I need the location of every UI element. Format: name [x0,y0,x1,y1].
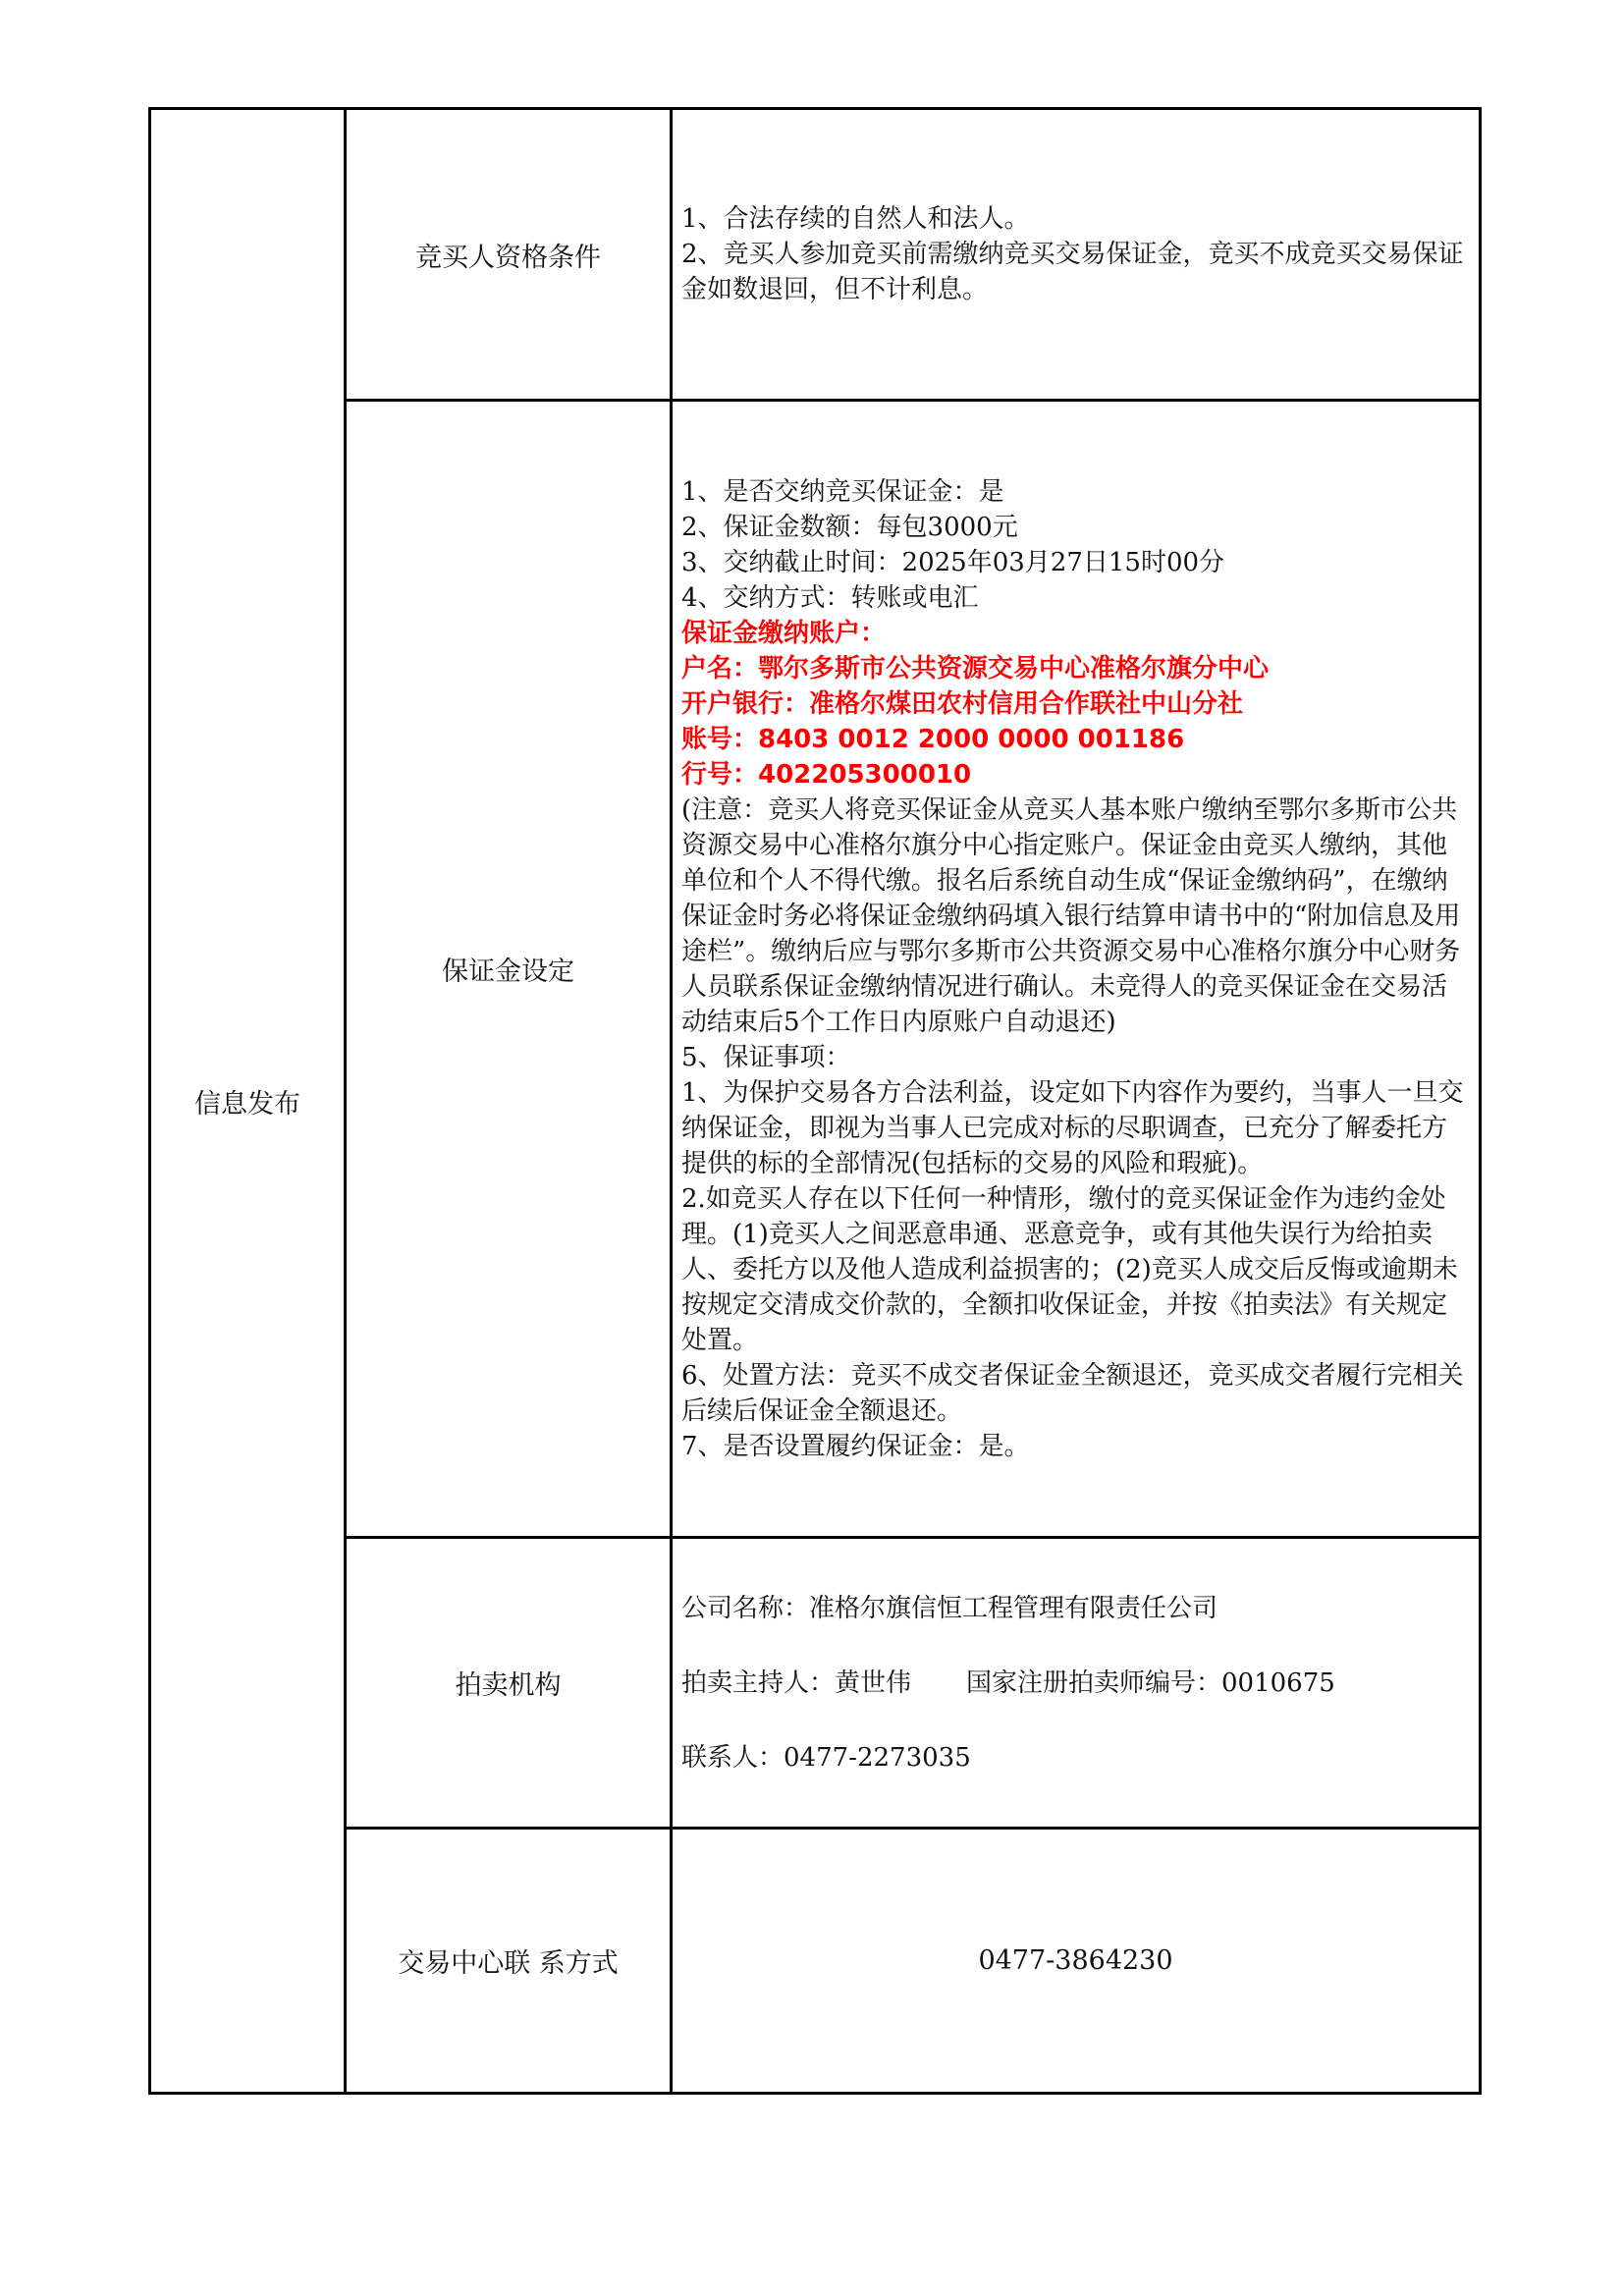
auctioneer-line [681,1666,1469,1701]
account-number: 账号：8403 0012 2000 0000 001186 [681,724,1185,754]
auction-host: 拍卖主持人：黄世伟 [681,1667,912,1698]
qualification-line: 2、竞买人参加竞买前需缴纳竞买交易保证金，竞买不成竞买交易保证金如数退回，但不计利息。 [681,240,1464,304]
deposit-line: 6、处置方法：竞买不成交者保证金全额退还，竞买成交者履行完相关后续后保证金全额退还。 [681,1360,1464,1426]
bank-code: 行号：402205300010 [681,759,972,790]
deposit-line: 2.如竞买人存在以下任何一种情形，缴付的竞买保证金作为违约金处理。(1)竞买人之间恶意串通、恶意竞争，或有其他失误行为给拍卖人、委托方以及他人造成利益损害的；(2)竞买人成交后反悔或逾期未按规定交清成交价款的，全额扣收保证金，并按《拍卖法》有关规定处置。 [681,1183,1458,1355]
qualification-label: 竞买人资格条件 [346,109,672,401]
account-name: 户名：鄂尔多斯市公共资源交易中心准格尔旗分中心 [681,653,1270,683]
qualification-line: 1、合法存续的自然人和法人。 [681,204,1030,234]
center-phone: 0477-3864230 [672,1829,1481,2094]
deposit-line: 1、为保护交易各方合法利益，设定如下内容作为要约，当事人一旦交纳保证金，即视为当事人已完成对标的尽职调查，已充分了解委托方提供的标的全部情况(包括标的交易的风险和瑕疵)。 [681,1077,1464,1178]
deposit-line: 7、是否设置履约保证金：是。 [681,1431,1030,1461]
deposit-label: 保证金设定 [346,401,672,1538]
qualification-content [672,109,1481,401]
account-bank: 开户银行：准格尔煤田农村信用合作联社中山分社 [681,688,1244,719]
deposit-note: (注意：竞买人将竞买保证金从竞买人基本账户缴纳至鄂尔多斯市公共资源交易中心准格尔旗分中心指定账户。保证金由竞买人缴纳，其他单位和个人不得代缴。报名后系统自动生成“保证金缴纳码”，在缴纳保证金时务必将保证金缴纳码填入银行结算申请书中的“附加信息及用途栏”。缴纳后应与鄂尔多斯市公共资源交易中心准格尔旗分中心财务人员联系保证金缴纳情况进行确认。未竞得人的竞买保证金在交易活动结束后5个工作日内原账户自动退还) [681,794,1461,1037]
section-label: 信息发布 [150,109,346,2094]
deposit-content [672,401,1481,1538]
deposit-line: 4、交纳方式：转账或电汇 [681,582,979,613]
deposit-line: 2、保证金数额：每包3000元 [681,512,1018,542]
deposit-line: 3、交纳截止时间：2025年03月27日15时00分 [681,547,1225,577]
contact-person: 联系人：0477-2273035 [681,1742,971,1773]
center-contact-label: 交易中心联 系方式 [346,1829,672,2094]
deposit-line: 5、保证事项： [681,1042,851,1072]
info-table [148,107,1482,2095]
account-heading: 保证金缴纳账户： [681,618,887,648]
deposit-line: 1、是否交纳竞买保证金：是 [681,476,1004,507]
auction-org-content [672,1538,1481,1829]
auctioneer-license: 国家注册拍卖师编号：0010675 [966,1667,1335,1698]
auction-org-label: 拍卖机构 [346,1538,672,1829]
company-name: 公司名称：准格尔旗信恒工程管理有限责任公司 [681,1593,1218,1623]
